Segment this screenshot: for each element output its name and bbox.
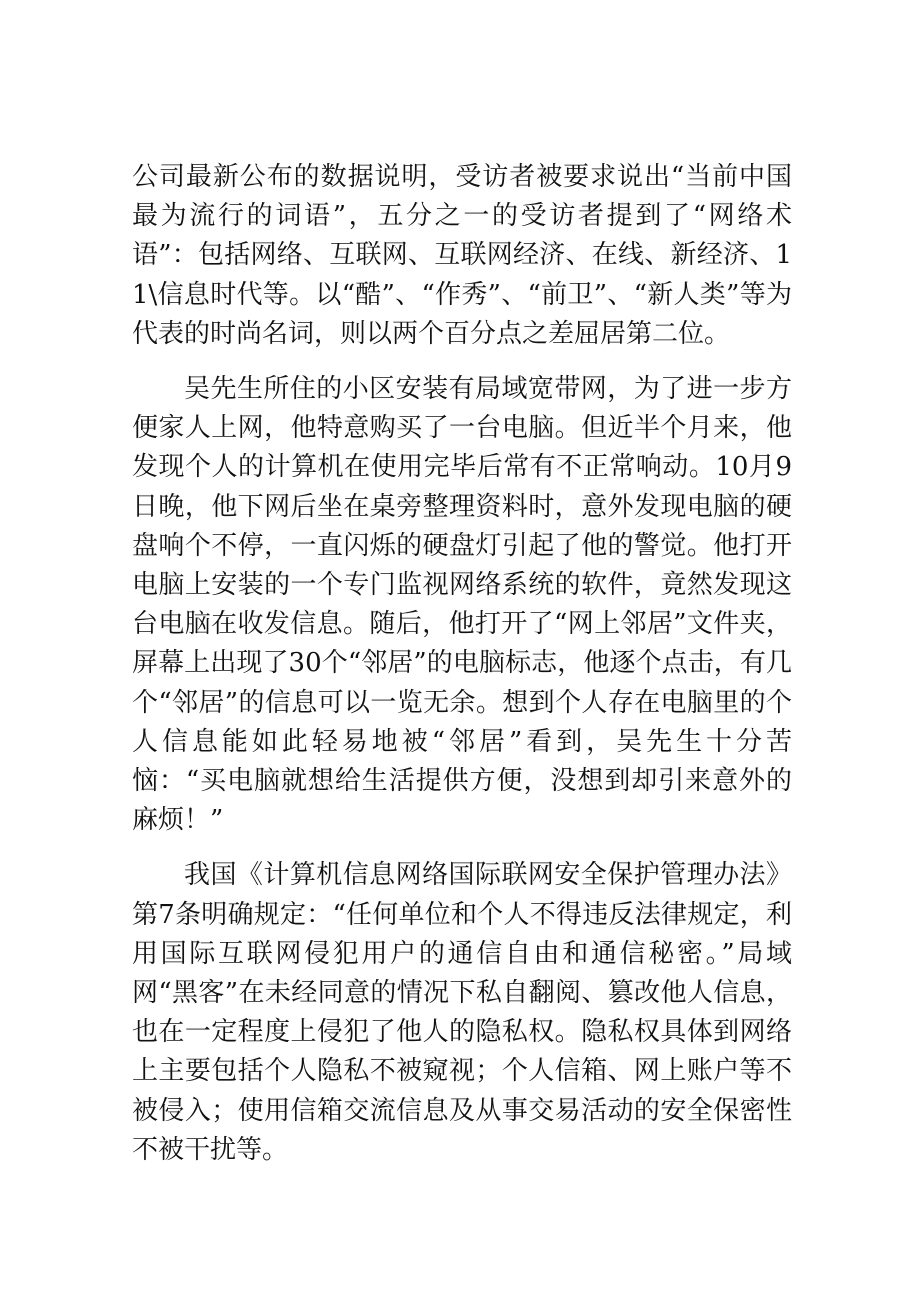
paragraph-survey: 公司最新公布的数据说明，受访者被要求说出“当前中国最为流行的词语”，五分之一的受访者提到了“网络术语”：包括网络、互联网、互联网经济、在线、新经济、11\信息时代等。以“酷”、“作秀”、“前卫”、“新人类”等为代表的时尚名词，则以两个百分点之差屈居第二位。 (132, 162, 792, 349)
paragraph-mr-wu-story: 吴先生所住的小区安装有局域宽带网，为了进一步方便家人上网，他特意购买了一台电脑。但近半个月来，他发现个人的计算机在使用完毕后常有不正常响动。10月9日晚，他下网后坐在桌旁整理资料时，意外发现电脑的硬盘响个不停，一直闪烁的硬盘灯引起了他的警觉。他打开电脑上安装的一个专门监视网络系统的软件，竟然发现这台电脑在收发信息。随后，他打开了“网上邻居”文件夹，屏幕上出现了30个“邻居”的电脑标志，他逐个点击，有几个“邻居”的信息可以一览无余。想到个人存在电脑里的个人信息能如此轻易地被“邻居”看到，吴先生十分苦恼：“买电脑就想给生活提供方便，没想到却引来意外的麻烦！” (132, 374, 792, 836)
document-page (132, 158, 792, 1186)
paragraph-regulation: 我国《计算机信息网络国际联网安全保护管理办法》第7条明确规定：“任何单位和个人不得违反法律规定，利用国际互联网侵犯用户的通信自由和通信秘密。”局域网“黑客”在未经同意的情况下私自翻阅、篡改他人信息，也在一定程度上侵犯了他人的隐私权。隐私权具体到网络上主要包括个人隐私不被窥视；个人信箱、网上账户等不被侵入；使用信箱交流信息及从事交易活动的安全保密性不被干扰等。 (132, 860, 792, 1165)
